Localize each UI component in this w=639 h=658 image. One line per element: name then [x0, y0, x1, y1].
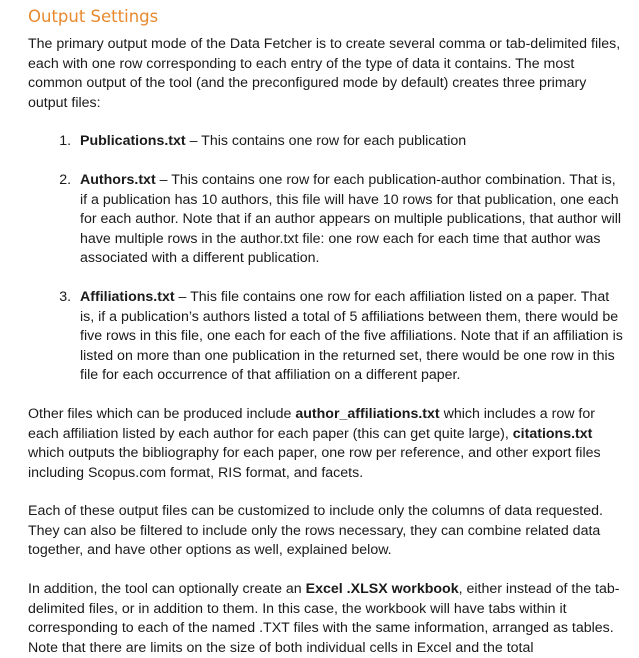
customize-paragraph: Each of these output files can be customized to include only the columns of data requested. They can also be filtered to include only the rows necessary, they can combine related data together, and have other options as well, explained below. — [28, 503, 603, 559]
file-description: – This contains one row for each publication — [185, 133, 467, 150]
text-run: Other files which can be produced include — [28, 405, 296, 422]
excel-paragraph — [28, 580, 625, 658]
excel-workbook-term: Excel .XLSX workbook — [305, 581, 459, 598]
list-item-publications — [75, 132, 625, 152]
file-name: author_affiliations.txt — [295, 405, 440, 422]
file-name: Affiliations.txt — [80, 288, 175, 305]
file-name: Publications.txt — [80, 133, 186, 150]
intro-paragraph: The primary output mode of the Data Fetcher is to create several comma or tab-delimited files, each with one row corresponding to each entry of the type of data it contains. The most common output of the tool (and the preconfigured mode by default) creates three primary output files: — [28, 36, 621, 111]
other-files-paragraph — [28, 405, 625, 483]
file-description: – This contains one row for each publication-author combination. That is, if a publication has 10 authors, this file will have 10 rows for that publication, one each for each author. Note that if an author appears on multiple publications, that author will have multiple rows in the author.txt file: one row each for each time that author was associated with a different publication. — [80, 171, 622, 267]
text-run: which outputs the bibliography for each paper, one row per reference, and other export files including Scopus.com format, RIS format, and facets. — [28, 445, 601, 481]
list-item-authors — [75, 171, 625, 269]
output-files-list — [28, 132, 625, 386]
file-name: citations.txt — [512, 425, 593, 442]
text-run: In addition, the tool can optionally create an — [28, 581, 306, 598]
text-run: which includes a row for each affiliation listed by each author for each paper (this can get quite large), — [28, 405, 595, 442]
section-heading: Output Settings — [28, 7, 159, 26]
text-run: , either instead of the tab-delimited files, or in addition to them. In this case, the workbook will have tabs within it corresponding to each of the named .TXT files with the same information, arranged as tables. Note that there are limits on the size of both individual cells in Excel and the total — [28, 581, 620, 656]
file-description: – This file contains one row for each affiliation listed on a paper. That is, if a publication’s authors listed a total of 5 affiliations between them, there would be five rows in this file, one each for each of the five affiliations. Note that if an affiliation is listed on more than one publication in the returned set, there would be one row in this file for each occurrence of that affiliation on a different paper. — [80, 288, 623, 384]
list-item-affiliations — [75, 288, 625, 386]
file-name: Authors.txt — [80, 171, 156, 188]
